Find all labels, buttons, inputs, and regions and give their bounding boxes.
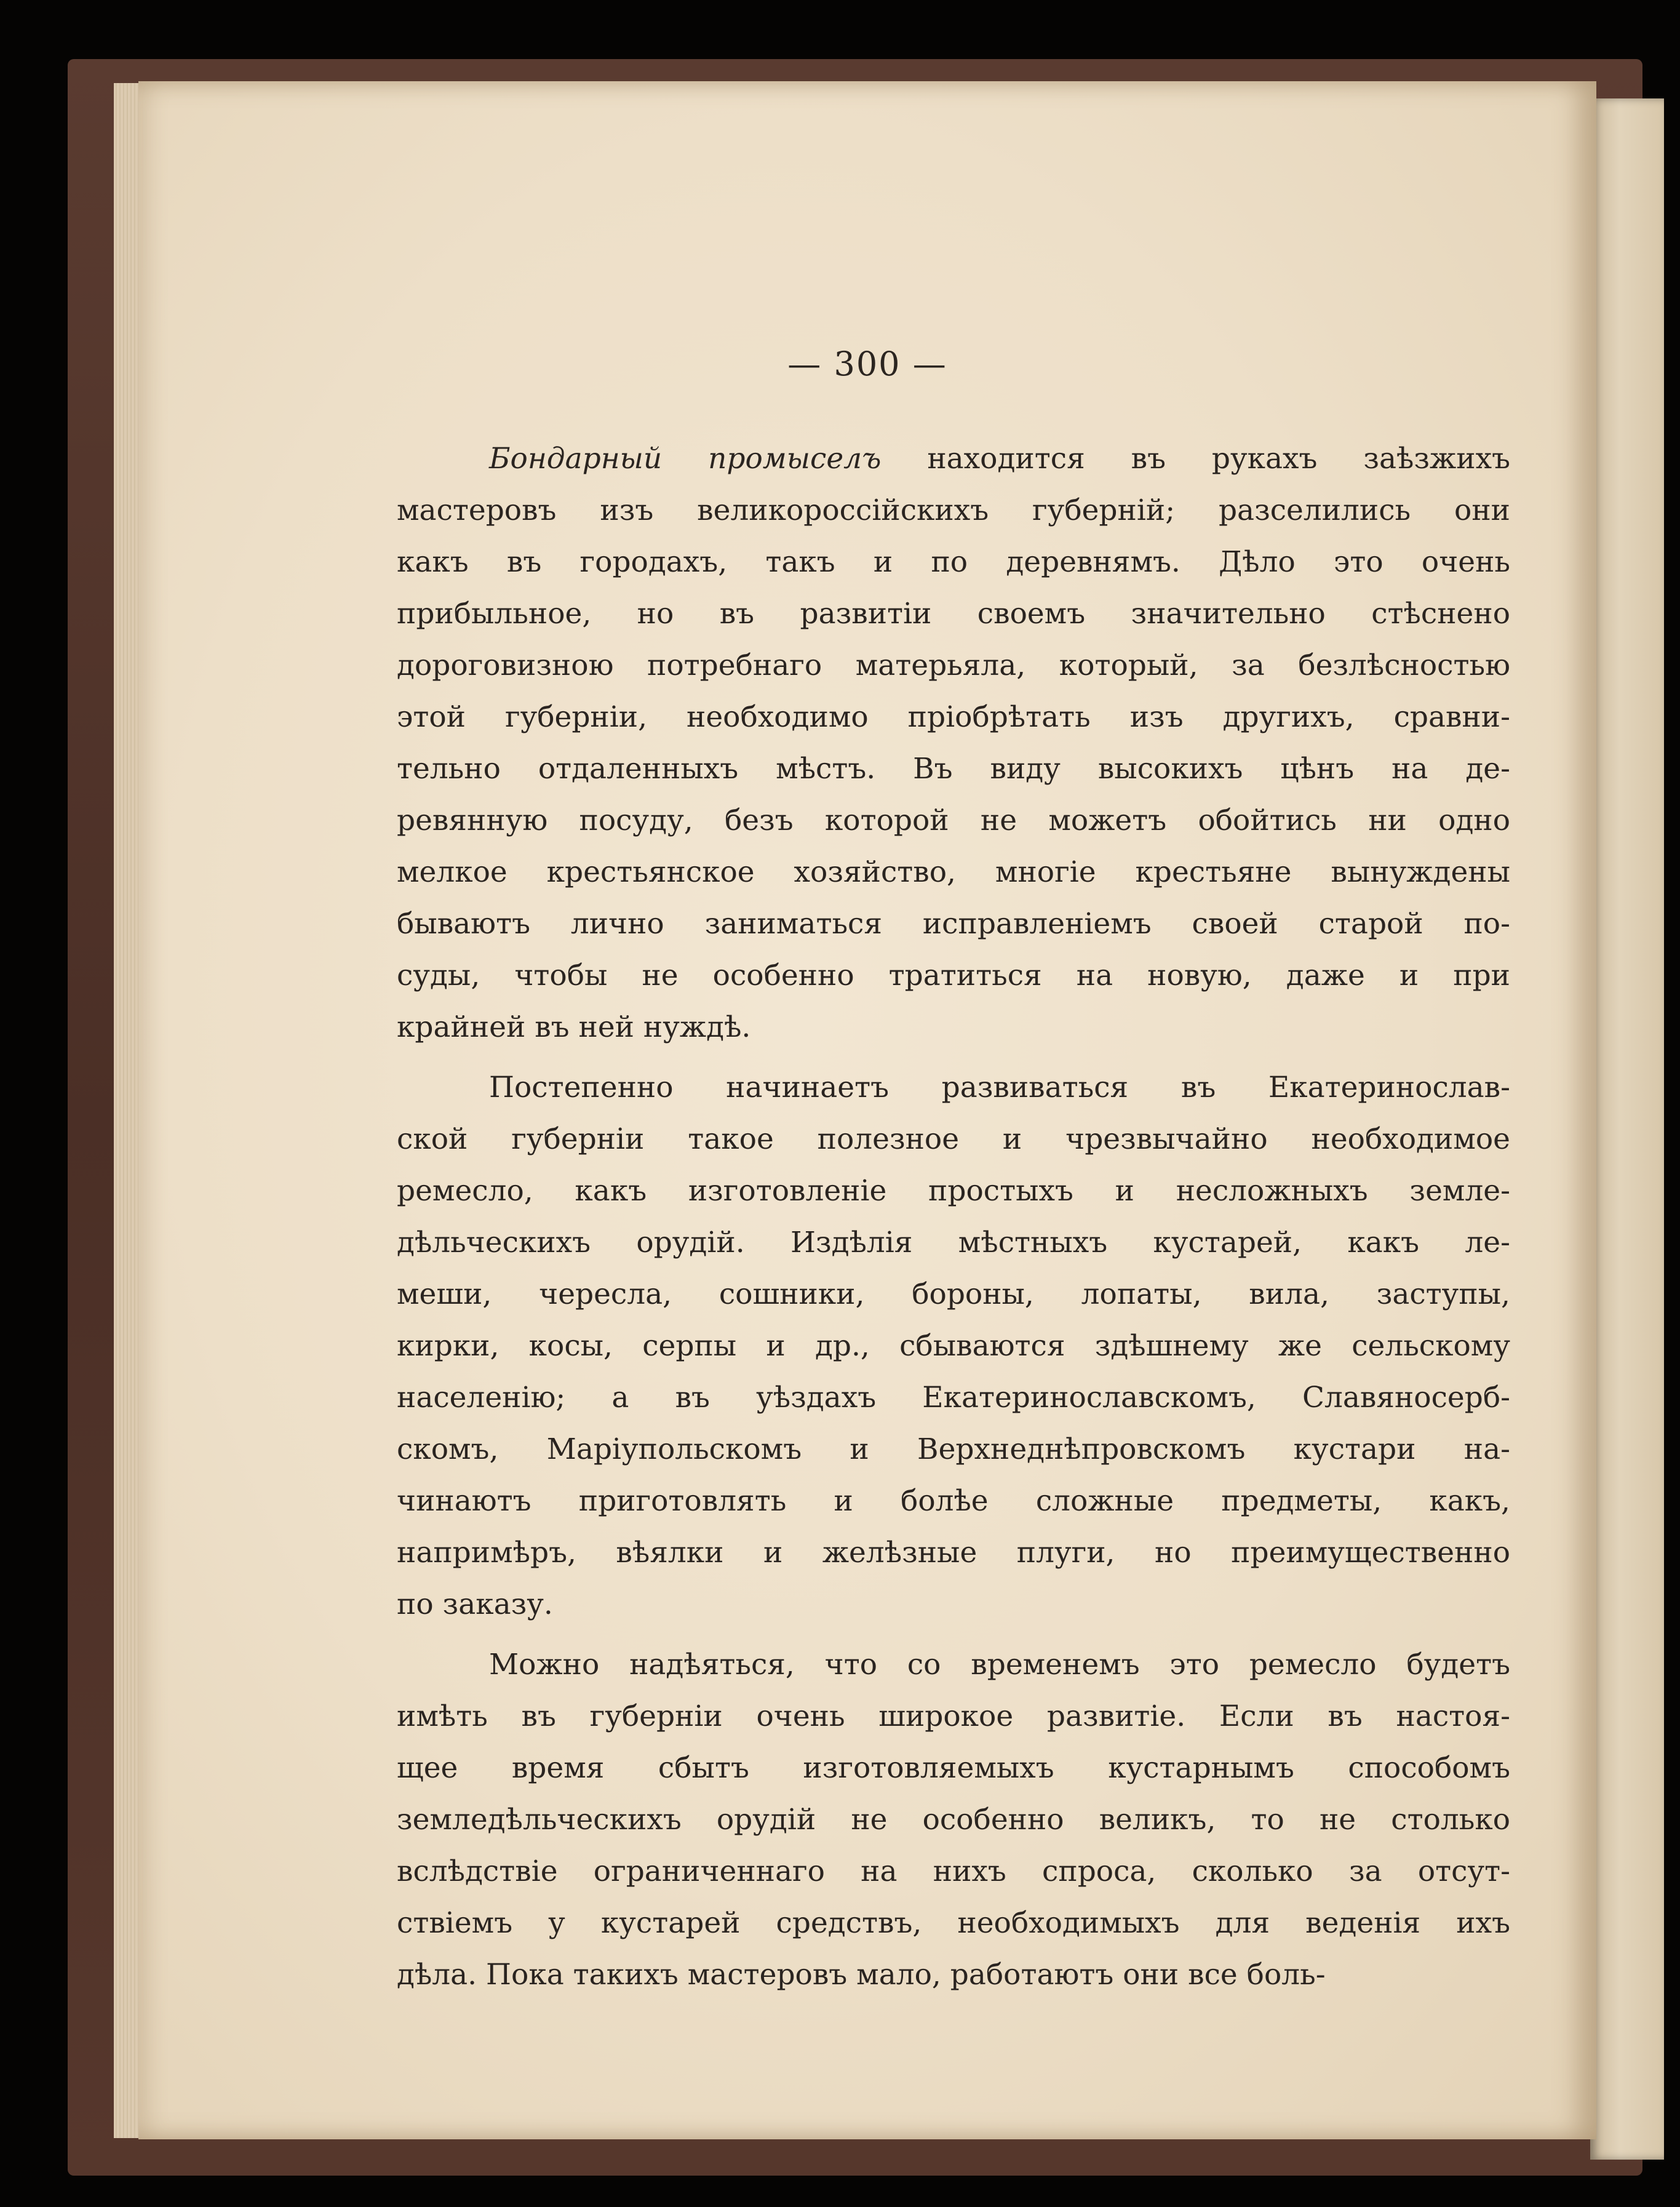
- text-line: [397, 1269, 1510, 1320]
- line-text: напримѣръ, вѣялки и желѣзные плуги, но преимущественно: [397, 1536, 1510, 1570]
- text-line: [397, 1949, 1510, 2001]
- line-text: ствіемъ у кустарей средствъ, необходимыхъ для веденія ихъ: [397, 1906, 1510, 1940]
- line-text: дороговизною потребнаго матерьяла, который, за безлѣсностью: [397, 649, 1510, 682]
- text-line: [397, 588, 1510, 640]
- text-line: [397, 1691, 1510, 1742]
- text-line: [397, 1846, 1510, 1898]
- text-line: [397, 1639, 1510, 1691]
- text-line: [397, 847, 1510, 898]
- line-text: населенію; а въ уѣздахъ Екатеринославскомъ, Славяносерб-: [397, 1381, 1510, 1415]
- body-text: [397, 433, 1510, 2001]
- line-text: находится въ рукахъ заѣзжихъ: [881, 442, 1510, 476]
- line-text: этой губерніи, необходимо пріобрѣтать изъ другихъ, сравни-: [397, 700, 1510, 734]
- line-text: по заказу.: [397, 1587, 553, 1621]
- line-text: ской губерніи такое полезное и чрезвычайно необходимое: [397, 1122, 1510, 1156]
- line-text: щее время сбытъ изготовляемыхъ кустарнымъ способомъ: [397, 1751, 1510, 1785]
- text-line: [397, 433, 1510, 485]
- line-text: дѣла. Пока такихъ мастеровъ мало, работаютъ они все боль-: [397, 1958, 1326, 1992]
- line-text: Можно надѣяться, что со временемъ это ремесло будетъ: [489, 1648, 1510, 1682]
- line-text: мелкое крестьянское хозяйство, многіе крестьяне вынуждены: [397, 855, 1510, 889]
- line-text: прибыльное, но въ развитіи своемъ значительно стѣснено: [397, 597, 1510, 631]
- line-text: мастеровъ изъ великороссійскихъ губерній; разселились они: [397, 493, 1510, 527]
- book-page: [138, 81, 1596, 2139]
- text-line: [397, 1742, 1510, 1794]
- page-number: — 300 —: [787, 345, 947, 383]
- line-text: тельно отдаленныхъ мѣстъ. Въ виду высокихъ цѣнъ на де-: [397, 752, 1510, 786]
- text-line: [397, 1527, 1510, 1579]
- text-line: [397, 1217, 1510, 1269]
- paragraph-gap: [397, 1053, 1510, 1062]
- text-line: [397, 1062, 1510, 1114]
- line-text: бываютъ лично заниматься исправленіемъ своей старой по-: [397, 907, 1510, 941]
- paragraph-gap: [397, 1630, 1510, 1639]
- italic-lead: Бондарный промыселъ: [489, 442, 882, 476]
- text-line: [397, 1002, 1510, 1053]
- line-text: какъ въ городахъ, такъ и по деревнямъ. Дѣло это очень: [397, 545, 1510, 579]
- facing-page-edge: [1590, 98, 1664, 2160]
- text-line: [397, 692, 1510, 743]
- text-line: [397, 1424, 1510, 1475]
- text-line: [397, 1898, 1510, 1949]
- line-text: кирки, косы, серпы и др., сбываются здѣшнему же сельскому: [397, 1329, 1510, 1363]
- line-text: чинаютъ приготовлять и болѣе сложные предметы, какъ,: [397, 1484, 1510, 1518]
- text-line: [397, 795, 1510, 847]
- text-line: [397, 537, 1510, 588]
- line-text: крайней въ ней нуждѣ.: [397, 1010, 751, 1044]
- line-text: ревянную посуду, безъ которой не можетъ обойтись ни одно: [397, 804, 1510, 837]
- text-line: [397, 1320, 1510, 1372]
- text-line: [397, 640, 1510, 692]
- text-line: [397, 950, 1510, 1002]
- text-line: [397, 743, 1510, 795]
- line-text: имѣть въ губерніи очень широкое развитіе. Если въ настоя-: [397, 1699, 1510, 1733]
- line-text: меши, чересла, сошники, бороны, лопаты, вила, заступы,: [397, 1277, 1510, 1311]
- text-line: [397, 1794, 1510, 1846]
- line-text: вслѣдствіе ограниченнаго на нихъ спроса, сколько за отсут-: [397, 1854, 1510, 1888]
- line-text: дѣльческихъ орудій. Издѣлія мѣстныхъ кустарей, какъ ле-: [397, 1226, 1510, 1259]
- line-text: земледѣльческихъ орудій не особенно великъ, то не столько: [397, 1803, 1510, 1837]
- line-text: скомъ, Маріупольскомъ и Верхнеднѣпровскомъ кустари на-: [397, 1432, 1510, 1466]
- text-line: [397, 898, 1510, 950]
- text-line: [397, 485, 1510, 537]
- line-text: ремесло, какъ изготовленіе простыхъ и несложныхъ земле-: [397, 1174, 1510, 1208]
- text-line: [397, 1165, 1510, 1217]
- text-line: [397, 1114, 1510, 1165]
- text-line: [397, 1579, 1510, 1630]
- line-text: Постепенно начинаетъ развиваться въ Екатеринослав-: [489, 1071, 1510, 1104]
- text-line: [397, 1475, 1510, 1527]
- line-text: суды, чтобы не особенно тратиться на новую, даже и при: [397, 959, 1510, 992]
- text-line: [397, 1372, 1510, 1424]
